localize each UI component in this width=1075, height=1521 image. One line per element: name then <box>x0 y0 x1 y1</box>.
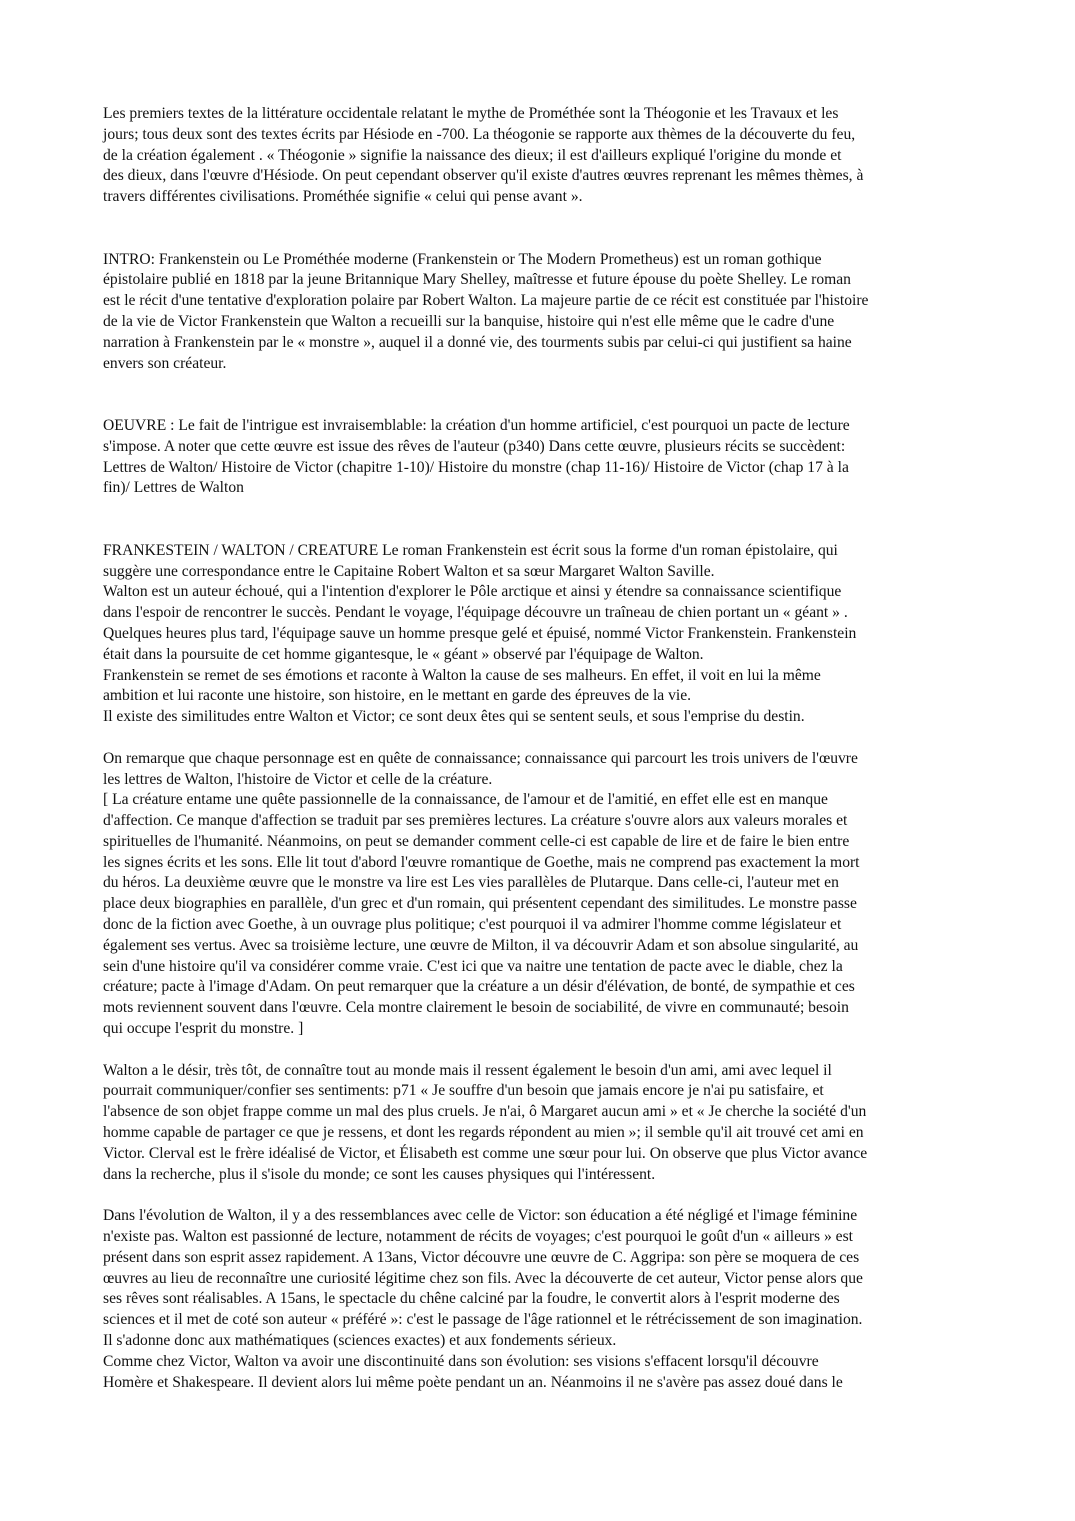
text-line: [ La créature entame une quête passionnelle de la connaissance, de l'amour et de l'amitié, en effet elle est en manque <box>103 791 828 809</box>
text-line: était dans la poursuite de cet homme gigantesque, le « géant » observé par l'équipage de Walton. <box>103 645 704 663</box>
text-line: pourrait communiquer/confier ses sentiments: p71 « Je souffre d'un besoin que jamais encore je n'ai pu satisfaire, et <box>103 1082 824 1100</box>
text-line: INTRO: Frankenstein ou Le Prométhée moderne (Frankenstein or The Modern Prometheus) est un roman gothique <box>103 250 822 268</box>
text-line: ses rêves sont réalisables. A 15ans, le spectacle du chêne calciné par la foudre, le convertit alors à l'esprit moderne des <box>103 1290 840 1308</box>
text-line: Il existe des similitudes entre Walton et Victor; ce sont deux êtes qui se sentent seuls, et sous l'emprise du destin. <box>103 708 805 726</box>
text-line: spirituelles de l'humanité. Néanmoins, on peut se demander comment celle-ci est capable de lire et de faire le bien entre <box>103 832 850 850</box>
text-line: Homère et Shakespeare. Il devient alors lui même poète pendant un an. Néanmoins il ne s'avère pas assez doué dans le <box>103 1373 843 1391</box>
text-line: est le récit d'une tentative d'exploration polaire par Robert Walton. La majeure partie de ce récit est constituée par l'histoire <box>103 292 869 310</box>
paragraph-spacer <box>103 1040 978 1061</box>
text-line: Dans l'évolution de Walton, il y a des ressemblances avec celle de Victor: son éducation a été négligé et l'image féminine <box>103 1207 858 1225</box>
paragraph-walton-desir <box>103 1061 978 1186</box>
text-line: présent dans son esprit assez rapidement. A 13ans, Victor découvre une œuvre de C. Aggripa: son père se moquera de ces <box>103 1248 860 1266</box>
paragraph-oeuvre <box>103 416 978 499</box>
text-line: jours; tous deux sont des textes écrits par Hésiode en -700. La théogonie se rapporte aux thèmes de la découverte du feu, <box>103 125 856 143</box>
text-line: mots reviennent souvent dans l'œuvre. Cela montre clairement le besoin de sociabilité, de vivre en communauté; besoin <box>103 999 849 1017</box>
paragraph-evolution-walton <box>103 1206 978 1393</box>
text-line: œuvres au lieu de reconnaître une curiosité légitime chez son fils. Avec la découverte de cet auteur, Victor pense alors que <box>103 1269 863 1287</box>
paragraph-spacer <box>103 1185 978 1206</box>
text-line: les lettres de Walton, l'histoire de Victor et celle de la créature. <box>103 770 493 788</box>
paragraph-intro <box>103 250 978 375</box>
text-line: les signes écrits et les sons. Elle lit tout d'abord l'œuvre romantique de Goethe, mais ne comprend pas exactement la mort <box>103 853 860 871</box>
text-line: On remarque que chaque personnage est en quête de connaissance; connaissance qui parcourt les trois univers de l'œuvre <box>103 749 858 767</box>
text-line: Il s'adonne donc aux mathématiques (sciences exactes) et aux fondements sérieux. <box>103 1332 617 1350</box>
text-line: sein d'une histoire qu'il va considérer comme vraie. C'est ici que va naitre une tentation de pacte avec le diable, chez la <box>103 957 843 975</box>
text-line: dans la recherche, plus il s'isole du monde; ce sont les causes physiques qui l'intéressent. <box>103 1165 656 1183</box>
text-line: créature; pacte à l'image d'Adam. On peut remarquer que la créature a un désir d'élévation, de bonté, de sympathie et ces <box>103 978 855 996</box>
text-line: OEUVRE : Le fait de l'intrigue est invraisemblable: la création d'un homme artificiel, c'est pourquoi un pacte de lecture <box>103 416 850 434</box>
text-line: s'impose. A noter que cette œuvre est issue des rêves de l'auteur (p340) Dans cette œuvre, plusieurs récits se succèdent: <box>103 437 846 455</box>
paragraph-spacer <box>103 499 978 541</box>
text-line: sciences et il met de coté son auteur « préféré »: c'est le passage de l'âge rationnel et le rétrécissement de son imagination. <box>103 1311 863 1329</box>
text-line: Frankenstein se remet de ses émotions et raconte à Walton la cause de ses malheurs. En effet, il voit en lui la même <box>103 666 821 684</box>
text-line: envers son créateur. <box>103 354 227 372</box>
text-line: Walton est un auteur échoué, qui a l'intention d'explorer le Pôle arctique et ainsi y étendre sa connaissance scientifique <box>103 583 842 601</box>
text-line: ambition et lui raconte une histoire, son histoire, en le mettant en garde des épreuves de la vie. <box>103 687 692 705</box>
text-line: n'existe pas. Walton est passionné de lecture, notamment de récits de voyages; c'est pourquoi le goût d'un « ailleurs » est <box>103 1228 853 1246</box>
paragraph-promethee-intro <box>103 104 978 208</box>
paragraph-spacer <box>103 208 978 250</box>
text-line: Les premiers textes de la littérature occidentale relatant le mythe de Prométhée sont la Théogonie et les Travaux et les <box>103 105 839 122</box>
text-line: de la création également . « Théogonie » signifie la naissance des dieux; il est d'ailleurs expliqué l'origine du monde et <box>103 146 842 164</box>
text-line: Quelques heures plus tard, l'équipage sauve un homme presque gelé et épuisé, nommé Victor Frankenstein. Frankenstein <box>103 624 857 642</box>
text-line: narration à Frankenstein par le « monstre », auquel il a donné vie, des tourments subis par celui-ci qui justifient sa haine <box>103 333 852 351</box>
text-line: épistolaire publié en 1818 par la jeune Britannique Mary Shelley, maîtresse et future épouse du poète Shelley. Le roman <box>103 271 851 289</box>
paragraph-connaissance <box>103 749 978 1040</box>
text-line: place deux biographies en parallèle, d'un grec et d'un romain, qui présentent cependant des similitudes. Le monstre passe <box>103 895 857 913</box>
text-line: également ses vertus. Avec sa troisième lecture, une œuvre de Milton, il va découvrir Adam et son absolue singularité, au <box>103 936 859 954</box>
text-line: travers différentes civilisations. Prométhée signifie « celui qui pense avant ». <box>103 188 583 206</box>
text-line: l'absence de son objet frappe comme un mal des plus cruels. Je n'ai, ô Margaret aucun ami » et « Je cherche la société d'un <box>103 1103 867 1121</box>
text-line: des dieux, dans l'œuvre d'Hésiode. On peut cependant observer qu'il existe d'autres œuvres reprenant les mêmes thèmes, à <box>103 167 864 185</box>
paragraph-frankestein-walton-creature <box>103 541 978 728</box>
paragraph-spacer <box>103 374 978 416</box>
text-line: Victor. Clerval est le frère idéalisé de Victor, et Élisabeth est comme une sœur pour lui. On observe que plus Victor avance <box>103 1144 868 1162</box>
text-line: donc de la fiction avec Goethe, à un ouvrage plus politique; c'est pourquoi il va admirer l'homme comme législateur et <box>103 916 842 934</box>
text-line: homme capable de partager ce que je ressens, et dont les regards répondent au mien »; il semble qu'il ait trouvé cet ami en <box>103 1124 864 1142</box>
text-line: qui occupe l'esprit du monstre. ] <box>103 1020 304 1038</box>
text-line: fin)/ Lettres de Walton <box>103 479 244 497</box>
text-line: d'affection. Ce manque d'affection se traduit par ses premières lectures. La créature s'ouvre alors aux valeurs morales et <box>103 812 848 830</box>
text-line: FRANKESTEIN / WALTON / CREATURE Le roman Frankenstein est écrit sous la forme d'un roman épistolaire, qui <box>103 541 838 559</box>
text-line: suggère une correspondance entre le Capitaine Robert Walton et sa sœur Margaret Walton Saville. <box>103 562 715 580</box>
text-line: du héros. La deuxième œuvre que le monstre va lire est Les vies parallèles de Plutarque. Dans celle-ci, l'auteur met en <box>103 874 839 892</box>
text-line: Walton a le désir, très tôt, de connaître tout au monde mais il ressent également le besoin d'un ami, ami avec lequel il <box>103 1061 832 1079</box>
text-line: dans l'espoir de rencontrer le succès. Pendant le voyage, l'équipage découvre un traîneau de chien portant un « géant » . <box>103 604 848 622</box>
document-page <box>103 104 978 1393</box>
text-line: Lettres de Walton/ Histoire de Victor (chapitre 1-10)/ Histoire du monstre (chap 11-16)/ Histoire de Victor (chap 17 à la <box>103 458 849 476</box>
text-line: Comme chez Victor, Walton va avoir une discontinuité dans son évolution: ses visions s'effacent lorsqu'il découvre <box>103 1352 819 1370</box>
paragraph-spacer <box>103 728 978 749</box>
text-line: de la vie de Victor Frankenstein que Walton a recueilli sur la banquise, histoire qui n'est elle même que le cadre d'une <box>103 312 835 330</box>
